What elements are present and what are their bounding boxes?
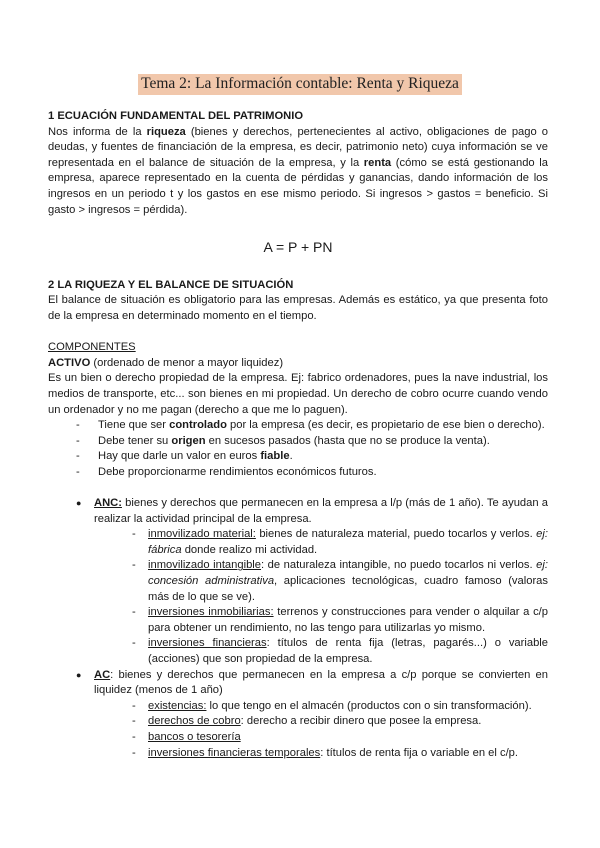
bold-term-riqueza: riqueza xyxy=(146,125,186,138)
page-title: Tema 2: La Información contable: Renta y Riqueza xyxy=(138,74,462,95)
anc-sublist xyxy=(94,527,548,667)
list-item: - Debe tener su origen en sucesos pasados (hasta que no se produce la venta). xyxy=(76,434,548,450)
title-container xyxy=(0,74,600,95)
list-item: - Tiene que ser controlado por la empresa (es decir, es propietario de ese bien o derecho). xyxy=(76,418,548,434)
list-item: - inversiones inmobiliarias: terrenos y construcciones para vender o alquilar a c/p para obtener un rendimiento, no las tengo para utilizarlas yo mismo. xyxy=(132,605,548,636)
list-item: - inmovilizado intangible: de naturaleza intangible, no puedo tocarlos ni verlos. ej: concesión administrativa, aplicaciones tecnológicas, cuadro famoso (valoras más de lo que se ve). xyxy=(132,558,548,605)
bold-term-renta: renta xyxy=(363,156,392,169)
section1-heading: 1 ECUACIÓN FUNDAMENTAL DEL PATRIMONIO xyxy=(48,110,304,122)
componentes-heading: COMPONENTES xyxy=(48,341,136,354)
list-item: - existencias: lo que tengo en el almacén (productos con o sin transformación). xyxy=(132,699,548,715)
text-run: Nos informa de la xyxy=(48,125,147,138)
section1-paragraph xyxy=(48,125,548,219)
ac-sublist xyxy=(94,699,548,761)
text-run: (cómo se está gestionando la empresa, aparece representado en la cuenta de pérdidas y ganancias, dando información de los ingresos en un periodo t y los gastos en ese mismo periodo. Si ingresos > gastos = beneficio. Si gasto > ingresos = pérdida). xyxy=(48,156,548,216)
list-item: - inversiones financieras temporales: títulos de renta fija o variable en el c/p. xyxy=(132,746,548,762)
document-body xyxy=(48,109,548,761)
section2-heading: 2 LA RIQUEZA Y EL BALANCE DE SITUACIÓN xyxy=(48,278,294,291)
list-item-anc: ● ANC: bienes y derechos que permanecen en la empresa a l/p (más de 1 año). Te ayudan a realizar la actividad principal de la empresa. - inmovilizado material: bienes de naturaleza material, puedo tocarlos y verlos. ej: fábrica donde realizo mi actividad. - inmovilizado intangible: de naturaleza intangible, no puedo tocarlos ni verlos. ej: concesión administrativa, aplicaciones tecnológicas, cuadro famoso (valoras más de lo que se ve). - inversiones inmobiliarias: terrenos y construcciones para vender o alquilar a c/p para obtener un rendimiento, no las tengo para utilizarlas yo mismo. - inversiones financieras: títulos de renta fija (letras, pagarés...) o variable (acciones) que son propiedad de la empresa. xyxy=(76,496,548,668)
accounting-equation: A = P + PN xyxy=(263,239,333,256)
list-item: - Hay que darle un valor en euros fiable. xyxy=(76,449,548,465)
list-item: - bancos o tesorería xyxy=(132,730,548,746)
activo-types-list xyxy=(48,496,548,761)
activo-requirements-list xyxy=(48,418,548,480)
ac-label: AC xyxy=(94,668,111,681)
list-item: - Debe proporcionarme rendimientos económicos futuros. xyxy=(76,465,548,481)
section2-intro: El balance de situación es obligatorio para las empresas. Además es estático, ya que presenta foto de la empresa en determinado momento en el tiempo. xyxy=(48,294,548,322)
activo-label: ACTIVO xyxy=(48,356,91,369)
list-item: - inmovilizado material: bienes de naturaleza material, puedo tocarlos y verlos. ej: fábrica donde realizo mi actividad. xyxy=(132,527,548,558)
text-run: (bienes y derechos, pertenecientes al activo, obligaciones de pago o deudas, y fuentes de financiación de la empresa, es decir, patrimonio neto) cuya información se ve representada en el balance de situación de la empresa, y la xyxy=(48,125,548,169)
activo-note: (ordenado de menor a mayor liquidez) xyxy=(90,356,284,369)
anc-label: ANC: xyxy=(94,497,122,510)
activo-definition: Es un bien o derecho propiedad de la empresa. Ej: fabrico ordenadores, pues la nave industrial, los medios de transporte, etc... son bienes en mi propiedad. Un derecho de cobro ocurre cuando vendo un ordenador y no me pagan (derecho a que me lo paguen). xyxy=(48,372,548,416)
list-item-ac: ● AC: bienes y derechos que permanecen en la empresa a c/p porque se convierten en liquidez (menos de 1 año) - existencias: lo que tengo en el almacén (productos con o sin transformación). - derechos de cobro: derecho a recibir dinero que posee la empresa. - bancos o tesorería - inversiones financieras temporales: títulos de renta fija o variable en el c/p. xyxy=(76,668,548,762)
list-item: - inversiones financieras: títulos de renta fija (letras, pagarés...) o variable (acciones) que son propiedad de la empresa. xyxy=(132,636,548,667)
list-item: - derechos de cobro: derecho a recibir dinero que posee la empresa. xyxy=(132,714,548,730)
activo-line xyxy=(48,356,548,372)
